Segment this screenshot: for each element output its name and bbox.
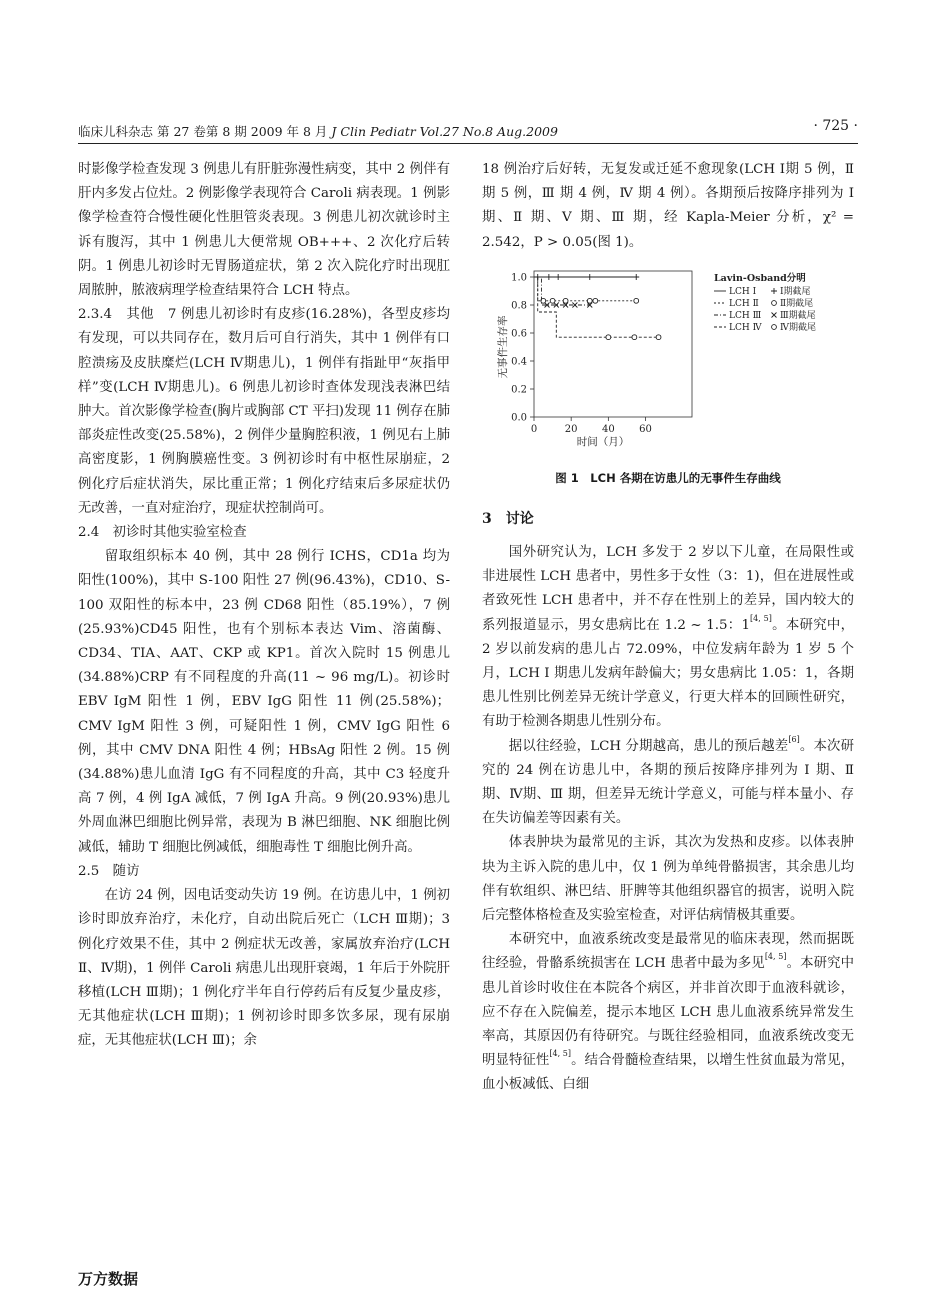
legend-marker — [772, 300, 777, 305]
right-column — [482, 158, 854, 1098]
page-number: · 725 · — [813, 118, 858, 134]
survival-curve-4 — [534, 277, 659, 337]
legend-title: Lavin-Osband分明 — [714, 272, 806, 284]
x-tick-label: 60 — [639, 423, 652, 435]
legend-label: LCH Ⅳ — [729, 322, 762, 333]
censor-marker — [587, 274, 593, 280]
censor-marker — [587, 298, 592, 303]
censor-marker — [593, 298, 598, 303]
text-run: 国外研究认为，LCH 多发于 2 岁以下儿童，在局限性或非进展性 LCH 患者中，男性多于女性（3：1)，但在进展性或者致死性 LCH 患者中，并不存在性别上的差异，国内较大的系列报道显示，男女患病比在 1.2 ~ 1.5：1 — [482, 545, 854, 633]
paragraph — [482, 735, 854, 832]
censor-marker — [555, 274, 561, 280]
figure-1 — [482, 263, 854, 493]
citation: [4, 5] — [764, 952, 787, 962]
header-citation — [78, 122, 558, 140]
text-run: 本研究中，血液系统改变是最常见的临床表现，然而据既往经验，骨骼系统损害在 LCH 患者中最为多见 — [482, 932, 854, 972]
figure-caption: 图 1 LCH 各期在访患儿的无事件生存曲线 — [555, 470, 781, 485]
subsection-title: 2.4 初诊时其他实验室检查 — [78, 525, 247, 541]
text-run: 。结合骨髓检查结果，以增生性贫血最为常见，血小板减低、白细 — [482, 1053, 855, 1093]
legend-marker — [772, 324, 777, 329]
text-run: 据以往经验，LCH 分期越高，患儿的预后越差 — [508, 738, 789, 754]
survival-curve-2 — [534, 277, 636, 301]
y-tick-label: 0.2 — [511, 384, 527, 396]
y-tick-label: 0.8 — [511, 300, 527, 312]
censor-marker — [563, 298, 568, 303]
censor-marker — [634, 298, 639, 303]
legend-marker — [772, 312, 777, 317]
date-cn: 2009 年 8 月 — [250, 124, 328, 139]
legend-label: LCH Ⅰ — [729, 286, 757, 297]
citation: [4, 5] — [549, 1049, 571, 1059]
x-axis-label: 时间（月） — [576, 435, 630, 448]
text-run: 。本次研究的 24 例在访患儿中，各期的预后按降序排列为 Ⅰ 期、Ⅱ 期、Ⅳ期、Ⅲ 期，但差异无统计学意义，可能与样本量小、存在失访偏差等因素有关。 — [482, 738, 854, 827]
censor-marker — [656, 335, 661, 340]
paragraph: 18 例治疗后好转，无复发或迁延不愈现象(LCH Ⅰ期 5 例，Ⅱ 期 5 例，Ⅲ 期 4 例，Ⅳ 期 4 例）。各期预后按降序排列为 Ⅰ 期、Ⅱ 期、Ⅴ 期、Ⅲ 期，经 Kapla-Meier 分析，χ² = 2.542，P > 0.05(图 1)。 — [482, 162, 854, 250]
censor-marker — [632, 335, 637, 340]
y-tick-label: 0.4 — [511, 356, 527, 368]
y-tick-label: 0.6 — [511, 328, 527, 340]
journal-name-cn: 临床儿科杂志 — [78, 124, 154, 139]
journal-name-en: J Clin Pediatr Vol.27 No.8 Aug.2009 — [331, 124, 558, 139]
paragraph — [482, 928, 854, 1097]
x-tick-label: 20 — [564, 423, 578, 435]
paragraph — [482, 541, 854, 735]
legend-censor-label: Ⅲ期截尾 — [780, 310, 816, 321]
legend-label: LCH Ⅲ — [729, 310, 762, 321]
paragraph: 留取组织标本 40 例，其中 28 例行 ICHS，CD1a 均为阳性(100%)，其中 S-100 阳性 27 例(96.43%)，CD10、S-100 双阳性的标本中，23 例 CD68 阳性（85.19%），7 例(25.93%)CD45 阳性，也有个别标本表达 Vim、溶菌酶、CD34、TIA、AAT、CKP 或 KP1。首次入院时 15 例患儿(34.88%)CRP 有不同程度的升高(11 ~ 96 mg/L)。初诊时 EBV IgM 阳性 1 例，EBV IgG 阳性 11 例(25.58%)；CMV IgM 阳性 3 例，可疑阳性 1 例，CMV IgG 阳性 6 例，其中 CMV DNA 阳性 4 例；HBsAg 阳性 2 例。15 例(34.88%)患儿血清 IgG 有不同程度的升高，其中 C3 轻度升高 7 例，4 例 IgA 减低，7 例 IgA 升高。9 例(20.93%)患儿外周血淋巴细胞比例异常，表现为 B 淋巴细胞、NK 细胞比例减低，辅助 T 细胞比例减低，细胞毒性 T 细胞比例升高。 — [78, 549, 450, 855]
survival-chart — [482, 263, 854, 463]
censor-marker — [633, 274, 639, 280]
legend-censor-label: Ⅳ期截尾 — [780, 322, 816, 333]
censor-marker — [572, 302, 577, 307]
text-run: 。本研究中，2 岁以前发病的患儿占 72.09%，中位发病年龄为 1 岁 5 个月，LCH Ⅰ 期患儿发病年龄偏大；男女患病比 1.05：1，各期患儿性别比例差异无统计学意义，行更大样本的回顾性研究，有助于检测各期患儿性别分布。 — [482, 617, 854, 730]
header-divider — [78, 143, 858, 144]
plot-frame — [534, 271, 692, 417]
left-column — [78, 158, 450, 1054]
volume-cn: 第 27 卷第 8 期 — [157, 124, 247, 139]
x-tick-label: 40 — [601, 423, 615, 435]
y-tick-label: 0.0 — [511, 412, 527, 424]
running-header — [78, 118, 858, 140]
subsection-title: 2.3.4 其他 — [78, 307, 154, 323]
paragraph: 时影像学检查发现 3 例患儿有肝脏弥漫性病变，其中 2 例伴有肝内多发占位灶。2 例影像学表现符合 Caroli 病表现。1 例影像学检查符合慢性硬化性胆管炎表现。3 例患儿初次就诊时主诉有腹泻，其中 1 例患儿大便常规 OB+++、2 次化疗后转阴。1 例患儿初诊时无胃肠道症状，第 2 次入院化疗时出现肛周脓肿，脓液病理学检查结果符合 LCH 特点。 — [78, 162, 450, 299]
subsection-2-3-4 — [78, 303, 450, 521]
paragraph: 体表肿块为最常见的主诉，其次为发热和皮疹。以体表肿块为主诉入院的患儿中，仅 1 例为单纯骨骼损害，其余患儿均伴有软组织、淋巴结、肝脾等其他组织器官的损害，说明入院后完整体格检查及实验室检查，对评估病情极其重要。 — [482, 835, 854, 924]
censor-marker — [606, 335, 611, 340]
citation: [4, 5] — [750, 613, 772, 623]
subsection-title: 2.5 随访 — [78, 863, 140, 879]
section-title: 3 讨论 — [482, 510, 534, 527]
censor-marker — [546, 274, 552, 280]
y-axis-label: 无事件生存率 — [497, 315, 509, 379]
y-tick-label: 1.0 — [511, 272, 527, 284]
text-run: 。本研究中患儿首诊时收住在本院各个病区，并非首次即于血液科就诊，应不存在入院偏差，提示本地区 LCH 患儿血液系统异常发生率高，其原因仍有待研究。与既往经验相同，血液系统改变无明显特征性 — [482, 956, 855, 1069]
paragraph: 在访 24 例，因电话变动失访 19 例。在访患儿中，1 例初诊时即放弃治疗，未化疗，自动出院后死亡（LCH Ⅲ期)；3 例化疗效果不佳，其中 2 例症状无改善，家属放弃治疗(LCH Ⅱ、Ⅳ期)，1 例伴 Caroli 病患儿出现肝衰竭，1 年后于外院肝移植(LCH Ⅲ期)；1 例化疗半年自行停药后有反复少量皮疹，无其他症状(LCH Ⅲ期)；1 例初诊时即多饮多尿，现有尿崩症，无其他症状(LCH Ⅲ)；余 — [78, 888, 450, 1049]
legend-marker — [771, 288, 777, 294]
citation: [6] — [788, 734, 800, 744]
paragraph: 7 例患儿初诊时有皮疹(16.28%)，各型皮疹均有发现，可以共同存在，数月后可自行消失，其中 1 例伴有口腔溃疡及皮肤糜烂(LCH Ⅳ期患儿)，1 例伴有指趾甲“灰指甲样”变(LCH Ⅳ期患儿)。6 例患儿初诊时查体发现浅表淋巴结肿大。首次影像学检查(胸片或胸部 CT 平扫)发现 11 例存在肺部炎症性改变(25.58%)，2 例伴少量胸腔积液，1 例见右上肺高密度影，1 例胸膜癌性变。3 例初诊时有中枢性尿崩症，2 例化疗后症状消失，尿比重正常；1 例化疗结束后多尿症状仍无改善，一直对症治疗，现症状控制尚可。 — [78, 307, 450, 516]
legend-label: LCH Ⅱ — [729, 298, 759, 309]
legend-censor-label: Ⅰ期截尾 — [780, 286, 811, 297]
x-tick-label: 0 — [530, 423, 538, 435]
legend-censor-label: Ⅱ期截尾 — [780, 298, 814, 309]
watermark: 万方数据 — [78, 1270, 139, 1288]
